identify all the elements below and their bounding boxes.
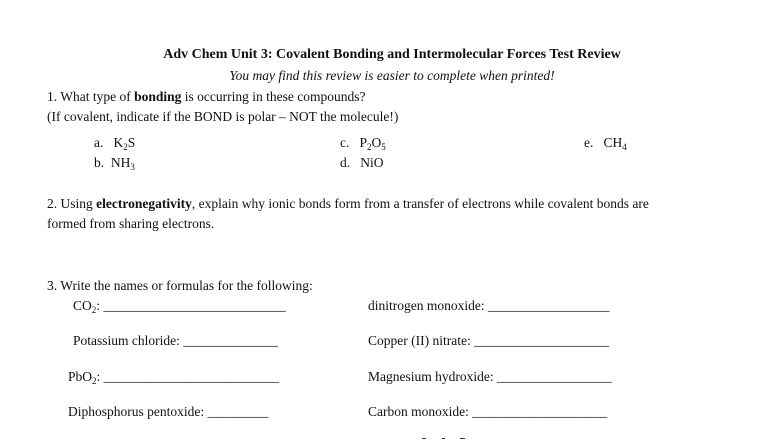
q1-item-e xyxy=(584,135,627,151)
q3-carbon-monoxide-blank: Carbon monoxide: ____________________ xyxy=(368,404,608,419)
q1-item-e-label: e. xyxy=(584,135,594,150)
q1-item-a-formula: $K_2S$ xyxy=(113,135,136,152)
question-2-bold-term: electronegativity xyxy=(96,196,192,211)
q1-item-c-label: c. xyxy=(340,135,350,150)
q1-item-a-label: a. xyxy=(94,135,104,150)
question-2-prompt: 2. Using electronegativity, explain why ionic bonds form from a transfer of electrons while covalent bonds are xyxy=(47,196,649,211)
q1-item-b-label: b. xyxy=(94,155,105,170)
q3-copper-nitrate-blank: Copper (II) nitrate: ____________________ xyxy=(368,333,610,348)
question-1-prefix: 1. What type of xyxy=(47,89,135,104)
question-1-bold-term: bonding xyxy=(134,89,182,104)
cut-off-next-line xyxy=(400,436,480,442)
q3-co2-blank: $CO_2$: ___________________________ xyxy=(73,298,286,315)
question-1-prompt xyxy=(47,89,366,105)
q1-item-b-formula: $NH_3$ xyxy=(110,155,135,172)
q3-magnesium-hydroxide-blank: Magnesium hydroxide: _________________ xyxy=(368,369,612,384)
q1-item-a xyxy=(94,135,135,151)
question-2-prompt-line2: formed from sharing electrons. xyxy=(47,216,215,231)
q1-item-c-formula: $P_2O_5$ xyxy=(359,135,386,152)
q3-diphosphorus-pentoxide-blank: Diphosphorus pentoxide: _________ xyxy=(68,404,269,419)
q3-potassium-chloride-blank: Potassium chloride: ______________ xyxy=(73,333,278,348)
question-1-note: (If covalent, indicate if the BOND is polar – NOT the molecule!) xyxy=(47,109,399,124)
q3-pbo2-blank: PbO$_2$: __________________________ xyxy=(68,369,280,386)
q1-item-d-formula: NiO xyxy=(360,155,384,170)
q1-item-e-formula: $CH_4$ xyxy=(603,135,627,152)
q1-item-b xyxy=(94,155,135,171)
document-title: Adv Chem Unit 3: Covalent Bonding and Intermolecular Forces Test Review xyxy=(163,47,621,62)
q1-item-d xyxy=(340,155,384,171)
question-1-suffix: is occurring in these compounds? xyxy=(181,89,366,104)
q1-item-d-label: d. xyxy=(340,155,351,170)
document-subtitle: You may find this review is easier to complete when printed! xyxy=(229,68,555,83)
question-3-heading: 3. Write the names or formulas for the following: xyxy=(47,278,313,293)
q3-dinitrogen-monoxide-blank: dinitrogen monoxide: __________________ xyxy=(368,298,610,313)
q1-item-c xyxy=(340,135,386,151)
